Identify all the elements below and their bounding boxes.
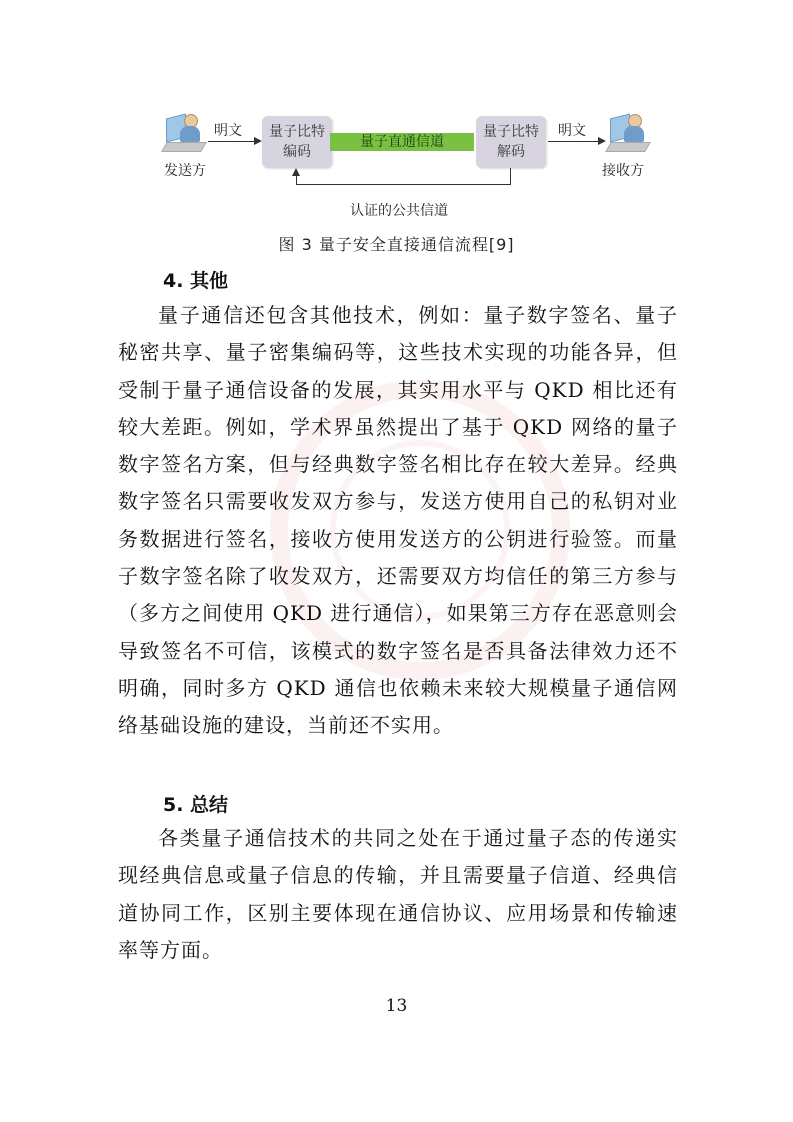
page-number: 13: [385, 996, 408, 1016]
section-5-heading: 5. 总结: [163, 794, 229, 816]
section-5-paragraph: 各类量子通信技术的共同之处在于通过量子态的传递实现经典信息或量子信息的传输，并且需要量子信道、经典信道协同工作，区别主要体现在通信协议、应用场景和传输速率等方面。: [118, 826, 678, 962]
section-4-paragraph: 量子通信还包含其他技术，例如：量子数字签名、量子秘密共享、量子密集编码等，这些技术实现的功能各异，但受制于量子通信设备的发展，其实用水平与 QKD 相比还有较大差距。例如，学术界虽然提出了基于 QKD 网络的量子数字签名方案，但与经典数字签名相比存在较大差异。经典数字签名只需要收发双方参与，发送方使用自己的私钥对业务数据进行签名，接收方使用发送方的公钥进行验签。而量子数字签名除了收发双方，还需要双方均信任的第三方参与（多方之间使用 QKD 进行通信），如果第三方存在恶意则会导致签名不可信，该模式的数字签名是否具备法律效力还不明确，同时多方 QKD 通信也依赖未来较大规模量子通信网络基础设施的建设，当前还不实用。: [118, 303, 678, 738]
plaintext-label-right: 明文: [558, 123, 586, 139]
public-channel-label: 认证的公共信道: [350, 203, 448, 219]
encode-box-line1: 量子比特: [269, 124, 325, 140]
decode-box-line1: 量子比特: [483, 124, 539, 140]
public-channel-line: [510, 168, 511, 184]
arrowhead-icon: [292, 168, 300, 176]
quantum-channel-bar: 量子直通信道: [330, 133, 474, 151]
receiver-label: 接收方: [602, 163, 644, 179]
arrowhead-icon: [598, 137, 606, 145]
arrow-line: [548, 141, 600, 142]
encode-box: [262, 116, 332, 168]
decode-box-line2: 解码: [497, 144, 525, 160]
plaintext-label-left: 明文: [214, 123, 242, 139]
figure-caption: 图 3 量子安全直接通信流程[9]: [278, 235, 515, 254]
computer-user-icon: [164, 112, 204, 154]
arrowhead-icon: [254, 137, 262, 145]
section-4-heading: 4. 其他: [163, 270, 229, 292]
public-channel-line: [296, 184, 511, 185]
qsdc-flow-figure: [150, 108, 650, 218]
decode-box: [476, 116, 546, 168]
encode-box-line2: 编码: [283, 144, 311, 160]
sender-label: 发送方: [164, 163, 206, 179]
computer-user-icon: [608, 112, 648, 154]
arrow-line: [208, 141, 256, 142]
